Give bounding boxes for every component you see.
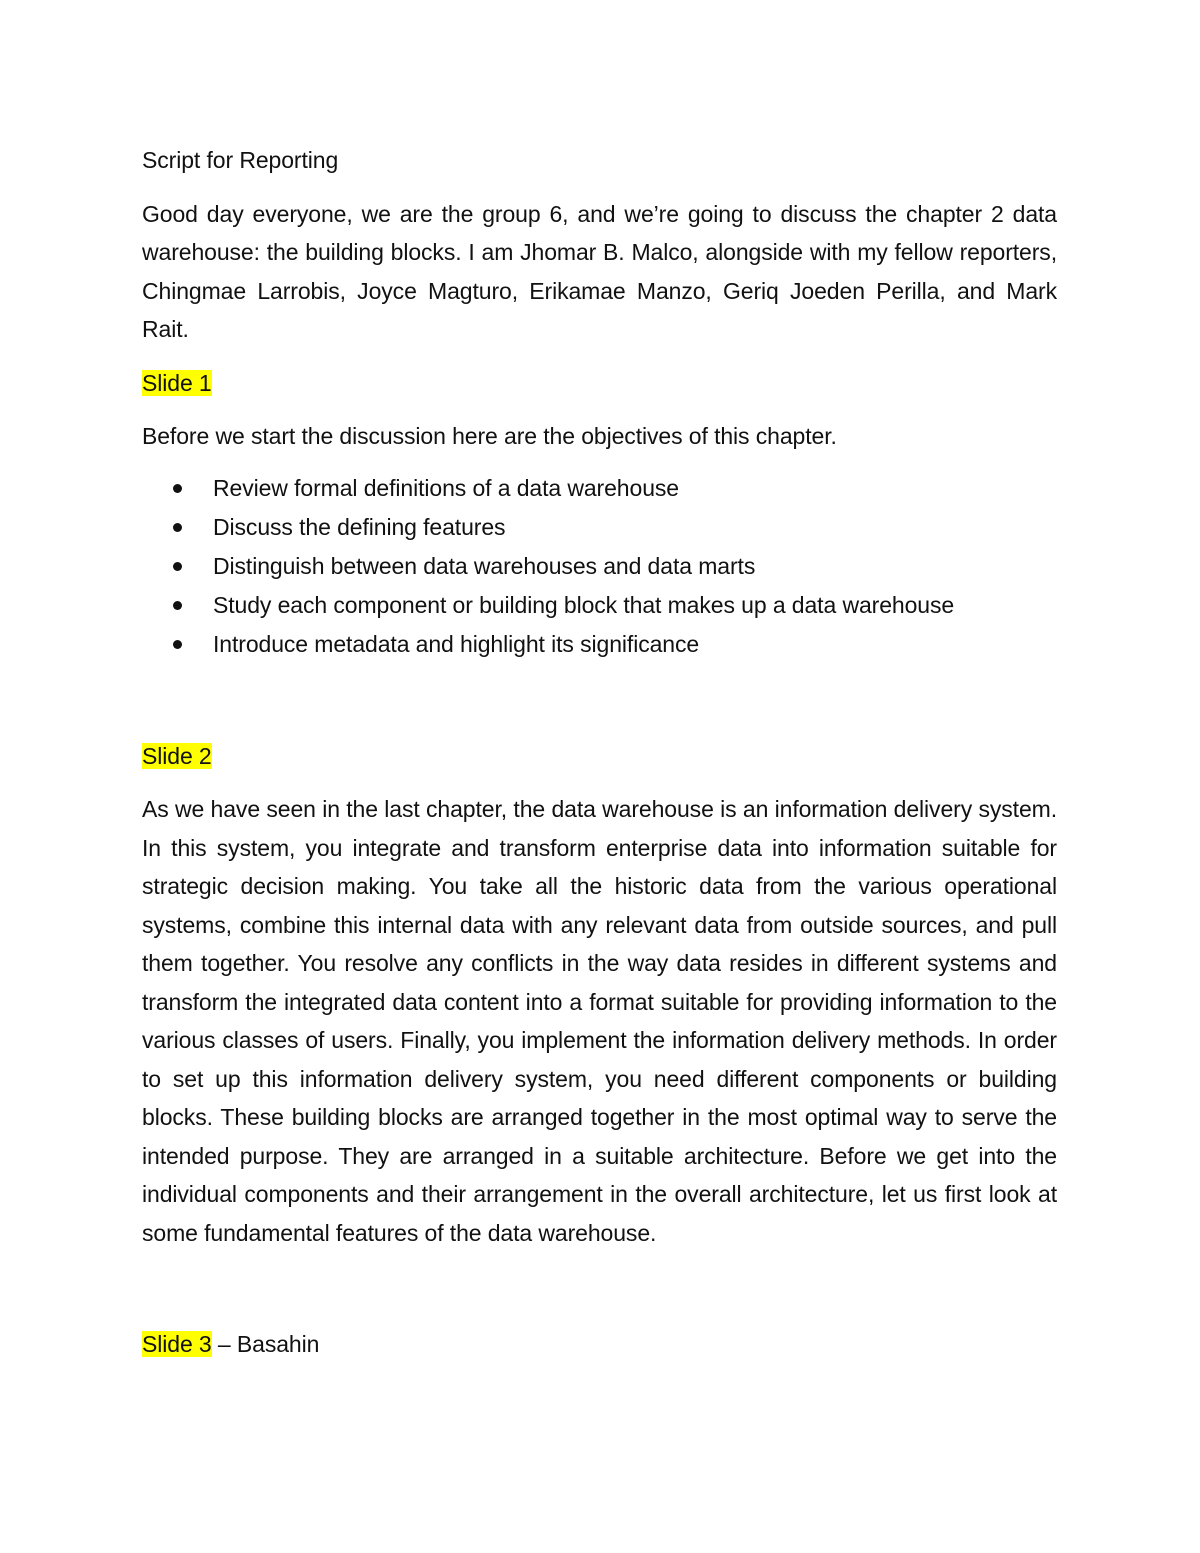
slide-1-heading [142, 364, 1057, 403]
list-item-text: Distinguish between data warehouses and data marts [213, 552, 756, 579]
list-item [142, 586, 1057, 625]
list-item-text: Study each component or building block that makes up a data warehouse [213, 591, 955, 618]
list-item [142, 547, 1057, 586]
slide-3-heading [142, 1325, 1057, 1364]
slide-1-label: Slide 1 [142, 369, 212, 396]
bullet-icon [173, 484, 182, 493]
document-content [142, 141, 1057, 1364]
slide-3-note: – Basahin [211, 1331, 320, 1357]
spacer [142, 664, 1057, 737]
slide-3-label: Slide 3 [142, 1331, 212, 1357]
slide-2-paragraph: As we have seen in the last chapter, the data warehouse is an information delivery system. In this system, you integrate and transform enterprise data into information suitable for strategic decision making. You take all the historic data from the various operational systems, combine this internal data with any relevant data from outside sources, and pull them together. You resolve any conflicts in the way data resides in different systems and transform the integrated data content into a format suitable for providing information to the various classes of users. Finally, you implement the information delivery methods. In order to set up this information delivery system, you need different components or building blocks. These building blocks are arranged together in the most optimal way to serve the intended purpose. They are arranged in a suitable architecture. Before we get into the individual components and their arrangement in the overall architecture, let us first look at some fundamental features of the data warehouse. [142, 796, 1057, 1246]
list-item-text: Introduce metadata and highlight its significance [213, 630, 700, 657]
list-item-text: Discuss the defining features [213, 513, 506, 540]
slide-2-label: Slide 2 [142, 742, 212, 769]
document-title: Script for Reporting [142, 147, 339, 173]
objectives-list [142, 469, 1057, 664]
slide-2-heading [142, 737, 1057, 776]
list-item [142, 625, 1057, 664]
objectives-lead: Before we start the discussion here are the objectives of this chapter. [142, 423, 837, 449]
list-item [142, 508, 1057, 547]
list-item-text: Review formal definitions of a data warehouse [213, 474, 679, 501]
bullet-icon [173, 601, 182, 610]
bullet-icon [173, 523, 182, 532]
bullet-icon [173, 640, 182, 649]
intro-paragraph: Good day everyone, we are the group 6, and we’re going to discuss the chapter 2 data warehouse: the building blocks. I am Jhomar B. Malco, alongside with my fellow reporters, Chingmae Larrobis, Joyce Magturo, Erikamae Manzo, Geriq Joeden Perilla, and Mark Rait. [142, 200, 1057, 342]
bullet-icon [173, 562, 182, 571]
spacer [142, 1252, 1057, 1325]
list-item [142, 469, 1057, 508]
